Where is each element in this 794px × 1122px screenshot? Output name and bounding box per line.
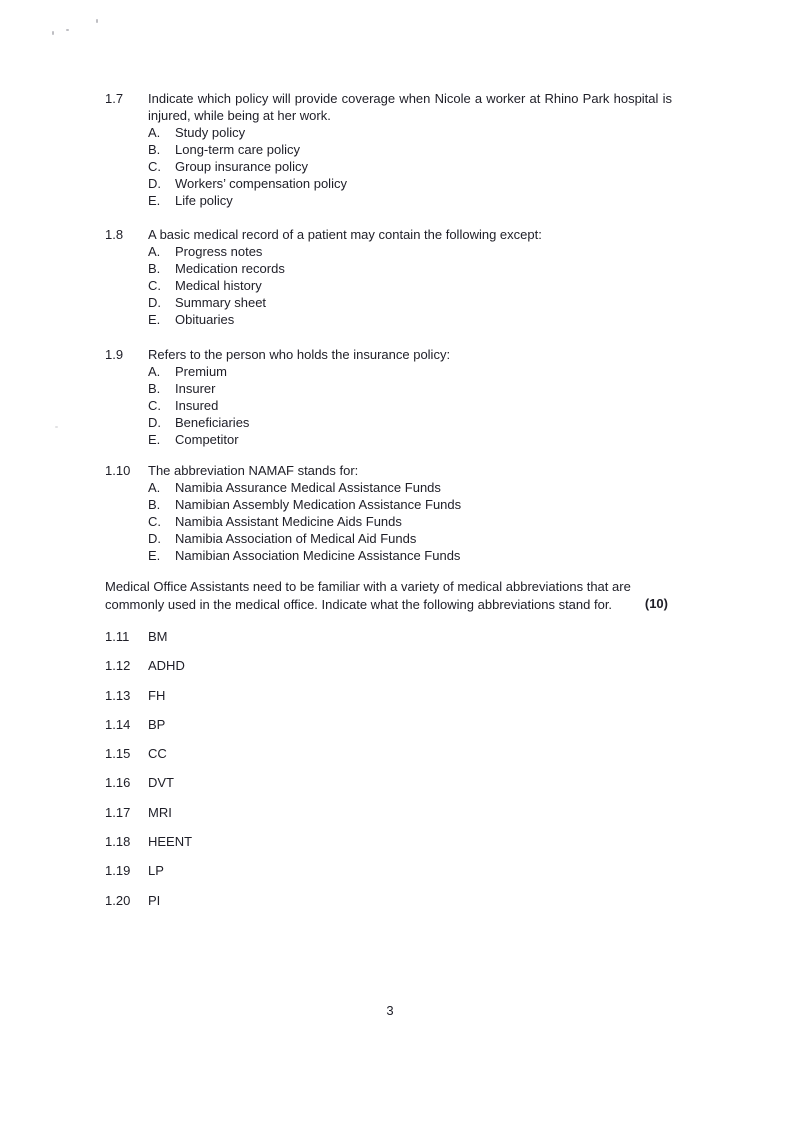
abbreviation-item bbox=[105, 774, 192, 791]
item-abbreviation: PI bbox=[148, 892, 161, 908]
options-list bbox=[148, 243, 672, 328]
option-letter: C. bbox=[148, 159, 161, 174]
scan-speck bbox=[66, 29, 69, 31]
question-1-10 bbox=[105, 462, 672, 564]
option-e bbox=[148, 431, 672, 448]
option-letter: E. bbox=[148, 193, 161, 208]
item-number: 1.16 bbox=[105, 775, 131, 791]
option-text: Medication records bbox=[175, 261, 285, 276]
scan-speck bbox=[55, 426, 58, 428]
question-body bbox=[148, 90, 672, 209]
option-d bbox=[148, 294, 672, 311]
option-a bbox=[148, 363, 672, 380]
option-c bbox=[148, 277, 672, 294]
question-1-8 bbox=[105, 226, 672, 328]
option-e bbox=[148, 547, 672, 564]
option-b bbox=[148, 141, 672, 158]
instruction-text: Medical Office Assistants need to be familiar with a variety of medical abbreviations that are commonly used in the medical office. Indicate what the following abbreviations stand for. bbox=[105, 579, 631, 612]
abbreviation-item bbox=[105, 716, 192, 733]
option-text: Long-term care policy bbox=[175, 142, 300, 157]
option-letter: D. bbox=[148, 176, 161, 191]
option-text: Namibia Assistant Medicine Aids Funds bbox=[175, 514, 402, 529]
question-number: 1.10 bbox=[105, 463, 131, 478]
question-body bbox=[148, 226, 672, 328]
item-number: 1.13 bbox=[105, 687, 131, 703]
option-letter: D. bbox=[148, 415, 161, 430]
option-letter: D. bbox=[148, 531, 161, 546]
option-text: Study policy bbox=[175, 125, 246, 140]
abbreviation-item bbox=[105, 804, 192, 821]
option-d bbox=[148, 530, 672, 547]
options-list bbox=[148, 479, 672, 564]
option-letter: A. bbox=[148, 364, 161, 379]
option-letter: B. bbox=[148, 497, 161, 512]
question-number: 1.8 bbox=[105, 227, 124, 242]
option-c bbox=[148, 158, 672, 175]
scan-speck bbox=[52, 31, 54, 35]
item-number: 1.11 bbox=[105, 629, 130, 644]
marks-badge: (10) bbox=[644, 596, 668, 611]
item-abbreviation: FH bbox=[148, 687, 166, 703]
question-text: Indicate which policy will provide coverage when Nicole a worker at Rhino Park hospital is injured, while being at her work. bbox=[148, 91, 672, 123]
item-abbreviation: HEENT bbox=[148, 834, 193, 850]
option-letter: E. bbox=[148, 312, 161, 327]
option-letter: A. bbox=[148, 125, 161, 140]
question-text: A basic medical record of a patient may contain the following except: bbox=[148, 227, 542, 242]
option-b bbox=[148, 380, 672, 397]
option-letter: B. bbox=[148, 381, 161, 396]
abbreviation-item bbox=[105, 657, 192, 674]
abbreviation-item bbox=[105, 745, 192, 762]
option-text: Insured bbox=[175, 398, 219, 413]
option-text: Progress notes bbox=[175, 244, 263, 259]
option-text: Medical history bbox=[175, 278, 262, 293]
option-text: Group insurance policy bbox=[175, 159, 308, 174]
item-number: 1.18 bbox=[105, 834, 131, 850]
option-b bbox=[148, 496, 672, 513]
item-number: 1.17 bbox=[105, 804, 131, 820]
option-c bbox=[148, 397, 672, 414]
item-abbreviation: BP bbox=[148, 716, 166, 732]
option-a bbox=[148, 124, 672, 141]
option-letter: A. bbox=[148, 480, 161, 495]
item-number: 1.20 bbox=[105, 892, 131, 908]
option-letter: E. bbox=[148, 548, 161, 563]
question-number: 1.7 bbox=[105, 91, 124, 106]
item-abbreviation: LP bbox=[148, 863, 164, 879]
option-text: Life policy bbox=[175, 193, 233, 208]
scan-speck bbox=[96, 19, 98, 23]
option-letter: B. bbox=[148, 142, 161, 157]
question-body bbox=[148, 462, 672, 564]
item-abbreviation: CC bbox=[148, 746, 167, 762]
abbreviations-instruction bbox=[105, 578, 668, 614]
option-text: Insurer bbox=[175, 381, 216, 396]
option-text: Summary sheet bbox=[175, 295, 267, 310]
question-number: 1.9 bbox=[105, 347, 124, 362]
option-letter: C. bbox=[148, 514, 161, 529]
abbreviation-item bbox=[105, 833, 192, 850]
abbreviation-item bbox=[105, 862, 192, 879]
option-letter: C. bbox=[148, 398, 161, 413]
option-a bbox=[148, 243, 672, 260]
option-e bbox=[148, 311, 672, 328]
question-body bbox=[148, 346, 672, 448]
question-1-7 bbox=[105, 90, 672, 209]
page-number: 3 bbox=[386, 1003, 394, 1018]
option-d bbox=[148, 175, 672, 192]
item-abbreviation: BM bbox=[148, 629, 168, 644]
option-e bbox=[148, 192, 672, 209]
option-letter: E. bbox=[148, 432, 161, 447]
options-list bbox=[148, 124, 672, 209]
option-a bbox=[148, 479, 672, 496]
option-text: Beneficiaries bbox=[175, 415, 250, 430]
question-text: The abbreviation NAMAF stands for: bbox=[148, 463, 359, 478]
option-text: Namibia Assurance Medical Assistance Funds bbox=[175, 480, 441, 495]
item-number: 1.12 bbox=[105, 658, 131, 674]
abbreviation-item bbox=[105, 628, 192, 645]
option-d bbox=[148, 414, 672, 431]
question-text: Refers to the person who holds the insurance policy: bbox=[148, 347, 451, 362]
abbreviation-item bbox=[105, 892, 192, 909]
option-text: Workers’ compensation policy bbox=[175, 176, 347, 191]
abbreviation-item bbox=[105, 687, 192, 704]
option-letter: B. bbox=[148, 261, 161, 276]
item-number: 1.19 bbox=[105, 863, 131, 879]
option-c bbox=[148, 513, 672, 530]
item-abbreviation: ADHD bbox=[148, 658, 185, 674]
options-list bbox=[148, 363, 672, 448]
option-letter: C. bbox=[148, 278, 161, 293]
item-number: 1.15 bbox=[105, 746, 131, 762]
option-text: Obituaries bbox=[175, 312, 235, 327]
option-text: Namibian Assembly Medication Assistance Funds bbox=[175, 497, 462, 512]
item-abbreviation: DVT bbox=[148, 775, 174, 791]
option-text: Premium bbox=[175, 364, 228, 379]
item-abbreviation: MRI bbox=[148, 804, 172, 820]
abbreviation-list bbox=[105, 628, 192, 921]
option-text: Namibian Association Medicine Assistance Funds bbox=[175, 548, 461, 563]
option-letter: D. bbox=[148, 295, 161, 310]
option-letter: A. bbox=[148, 244, 161, 259]
option-b bbox=[148, 260, 672, 277]
question-1-9 bbox=[105, 346, 672, 448]
item-number: 1.14 bbox=[105, 716, 131, 732]
option-text: Namibia Association of Medical Aid Funds bbox=[175, 531, 417, 546]
option-text: Competitor bbox=[175, 432, 239, 447]
